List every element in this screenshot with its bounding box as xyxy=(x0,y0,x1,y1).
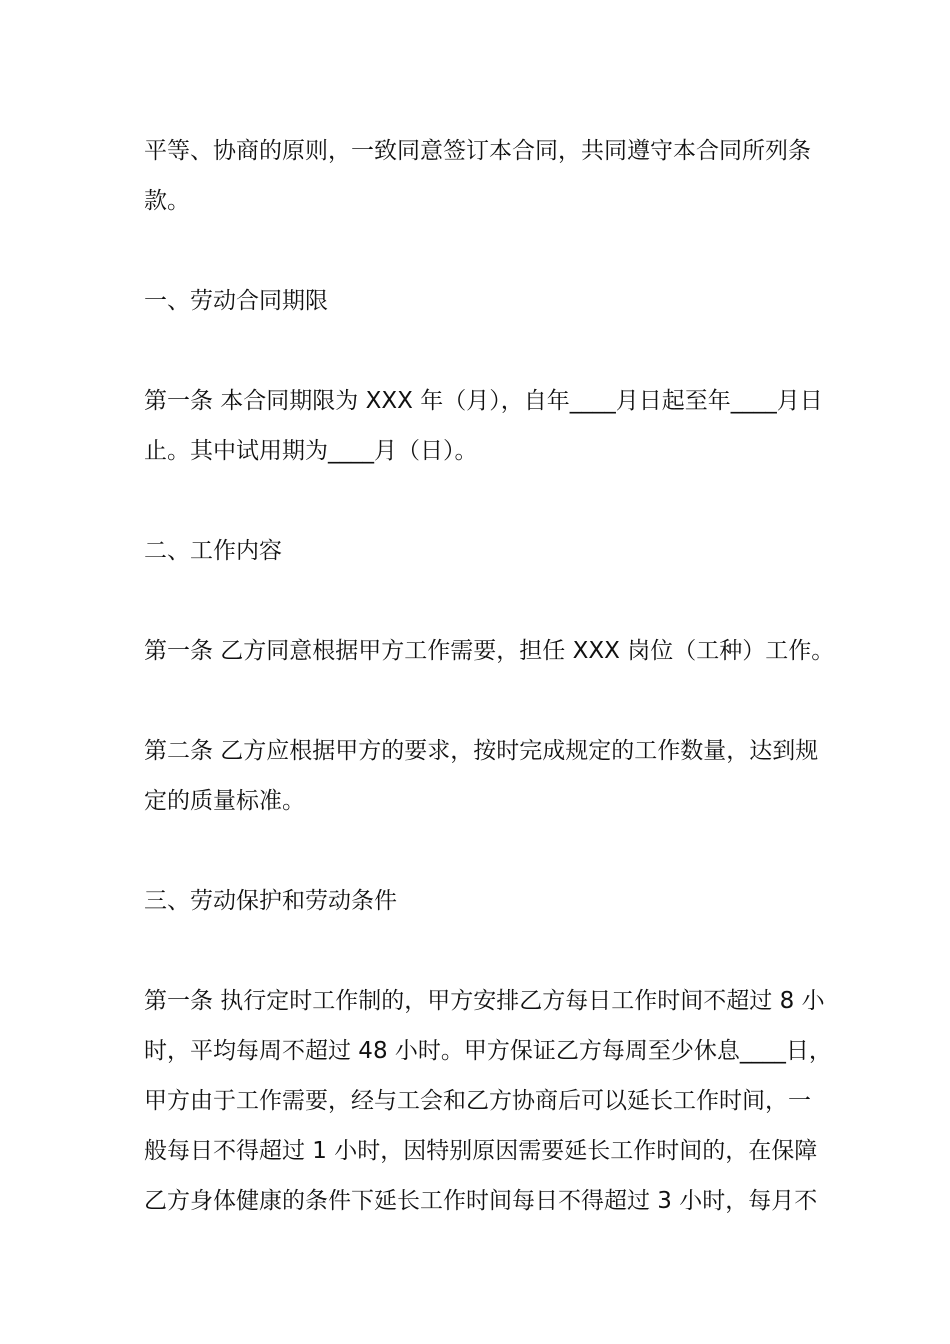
contract-page xyxy=(144,126,835,1276)
section-heading-labor-protection: 三、劳动保护和劳动条件 xyxy=(144,888,397,914)
article-working-hours xyxy=(144,976,832,1226)
paragraph-line: 平等、协商的原则，一致同意签订本合同，共同遵守本合同所列条 xyxy=(144,138,811,164)
article-term-period xyxy=(144,376,823,476)
paragraph-line: 时，平均每周不超过 48 小时。甲方保证乙方每周至少休息____日， xyxy=(144,1038,832,1064)
article-quality-standard xyxy=(144,726,819,826)
section-heading-work-content: 二、工作内容 xyxy=(144,538,282,564)
paragraph-line: 款。 xyxy=(144,188,190,214)
intro-paragraph xyxy=(144,126,814,226)
paragraph-line: 第一条 执行定时工作制的，甲方安排乙方每日工作时间不超过 8 小 xyxy=(144,988,825,1014)
paragraph-line: 第一条 乙方同意根据甲方工作需要，担任 XXX 岗位（工种）工作。 xyxy=(144,638,835,664)
paragraph-line: 甲方由于工作需要，经与工会和乙方协商后可以延长工作时间，一 xyxy=(144,1088,811,1114)
paragraph-line: 第一条 本合同期限为 XXX 年（月），自年____月日起至年____月日 xyxy=(144,388,823,414)
paragraph-line: 第二条 乙方应根据甲方的要求，按时完成规定的工作数量，达到规 xyxy=(144,738,819,764)
article-position xyxy=(144,626,835,676)
section-heading-term: 一、劳动合同期限 xyxy=(144,288,328,314)
paragraph-line: 定的质量标准。 xyxy=(144,788,305,814)
paragraph-line: 止。其中试用期为____月（日）。 xyxy=(144,438,478,464)
paragraph-line: 乙方身体健康的条件下延长工作时间每日不得超过 3 小时，每月不 xyxy=(144,1188,818,1214)
paragraph-line: 般每日不得超过 1 小时，因特别原因需要延长工作时间的，在保障 xyxy=(144,1138,818,1164)
